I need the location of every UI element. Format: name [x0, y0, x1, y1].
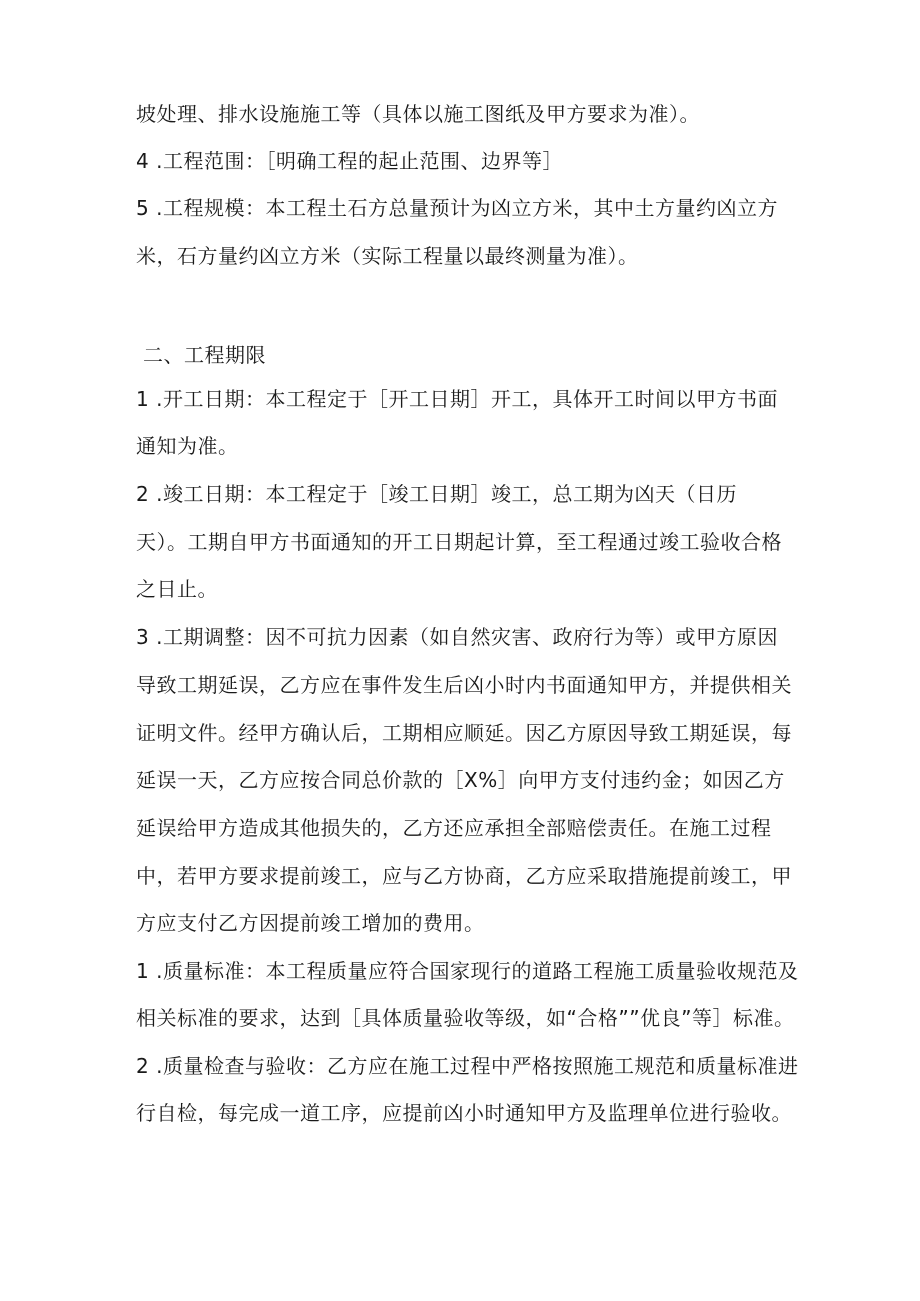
paragraph-line: 导致工期延误，乙方应在事件发生后凶小时内书面通知甲方，并提供相关: [136, 673, 792, 697]
paragraph-line: 坡处理、排水设施施工等（具体以施工图纸及甲方要求为准）。: [136, 102, 700, 126]
paragraph-line: 2 .竣工日期：本工程定于［竣工日期］竣工，总工期为凶天（日历: [136, 482, 737, 506]
paragraph-line: 米，石方量约凶立方米（实际工程量以最终测量为准）。: [136, 244, 639, 268]
paragraph-line: 通知为准。: [136, 434, 239, 458]
paragraph-line: 1 .质量标准：本工程质量应符合国家现行的道路工程施工质量验收规范及: [136, 959, 799, 983]
paragraph-line: 行自检，每完成一道工序，应提前凶小时通知甲方及监理单位进行验收。: [136, 1101, 792, 1125]
paragraph-line: 3 .工期调整：因不可抗力因素（如自然灾害、政府行为等）或甲方原因: [136, 625, 778, 649]
paragraph-line: 5 .工程规模：本工程土石方总量预计为凶立方米，其中土方量约凶立方: [136, 196, 778, 220]
paragraph-line: 4 .工程范围：［明确工程的起止范围、边界等］: [136, 149, 563, 173]
section-heading: 二、工程期限: [143, 343, 266, 367]
paragraph-line: 证明文件。经甲方确认后，工期相应顺延。因乙方原因导致工期延误，每: [136, 721, 792, 745]
paragraph-line: 1 .开工日期：本工程定于［开工日期］开工，具体开工时间以甲方书面: [136, 387, 778, 411]
paragraph-line: 中，若甲方要求提前竣工，应与乙方协商，乙方应采取措施提前竣工，甲: [136, 864, 792, 888]
paragraph-line: 之日止。: [136, 577, 218, 601]
paragraph-line: 2 .质量检查与验收：乙方应在施工过程中严格按照施工规范和质量标准进: [136, 1054, 799, 1078]
paragraph-line: 天）。工期自甲方书面通知的开工日期起计算，至工程通过竣工验收合格: [136, 530, 782, 554]
paragraph-line: 延误一天，乙方应按合同总价款的［X%］向甲方支付违约金；如因乙方: [136, 768, 785, 792]
paragraph-line: 相关标准的要求，达到［具体质量验收等级，如“合格””优良”等］标准。: [136, 1006, 795, 1030]
paragraph-line: 延误给甲方造成其他损失的，乙方还应承担全部赔偿责任。在施工过程: [136, 816, 772, 840]
paragraph-line: 方应支付乙方因提前竣工增加的费用。: [136, 911, 485, 935]
